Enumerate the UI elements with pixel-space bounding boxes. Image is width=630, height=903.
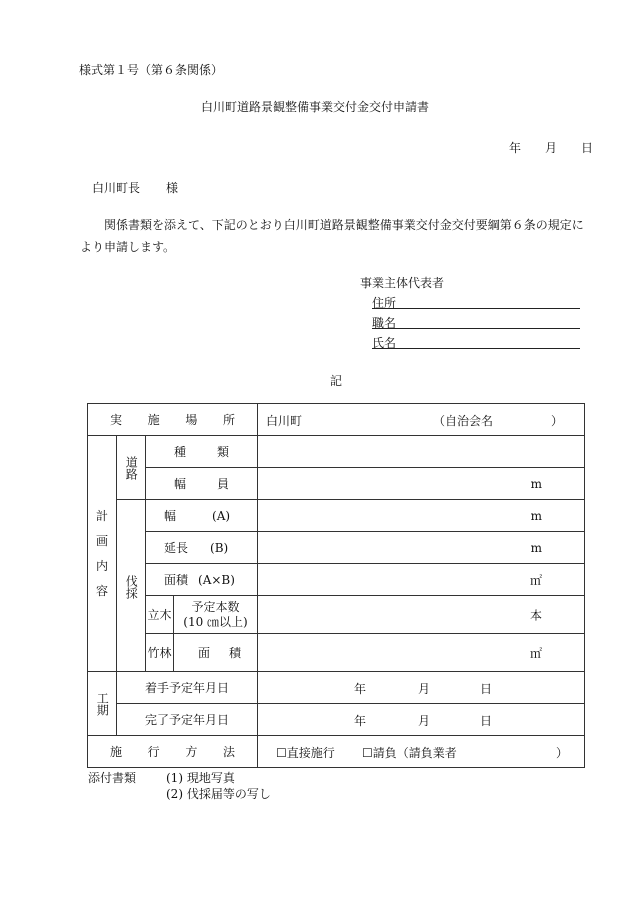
location-row xyxy=(88,404,585,436)
logging-width-label: 幅 (A) xyxy=(146,500,258,532)
construction-method-label: 施 行 方 法 xyxy=(88,736,258,768)
logging-area-value[interactable] xyxy=(258,564,585,596)
start-date-label: 着手予定年月日 xyxy=(117,672,258,704)
body-text-line-2: より申請します。 xyxy=(80,240,176,254)
logging-area-label: 面積 (A×B) xyxy=(146,564,258,596)
bamboo-area-label: 面 積 xyxy=(174,634,258,672)
start-date-value[interactable]: 年 月 日 xyxy=(258,672,585,704)
name-label: 氏名 xyxy=(372,336,397,350)
contract-checkbox[interactable]: ☐請負（請負業者 xyxy=(362,746,457,760)
date-year: 年 xyxy=(509,141,522,155)
plan-contents-label: 計 画 内 容 xyxy=(88,436,117,672)
standing-trees-label: 立木 xyxy=(146,596,174,634)
address-field-line xyxy=(372,294,580,309)
logging-group-label: 伐採 xyxy=(117,500,146,672)
road-width-unit: m xyxy=(530,476,542,491)
logging-width-unit: m xyxy=(530,508,542,523)
logging-area-unit: ㎡ xyxy=(529,573,542,587)
bamboo-area-unit: ㎡ xyxy=(529,646,542,660)
date-month: 月 xyxy=(545,141,558,155)
date-day: 日 xyxy=(581,141,594,155)
location-value[interactable] xyxy=(258,404,585,436)
road-group-label: 道路 xyxy=(117,436,146,500)
construction-period-label: 工期 xyxy=(88,672,117,736)
bamboo-forest-label: 竹林 xyxy=(146,634,174,672)
logging-length-value[interactable] xyxy=(258,532,585,564)
applicant-heading: 事業主体代表者 xyxy=(360,276,445,290)
bamboo-area-value[interactable] xyxy=(258,634,585,672)
document-title: 白川町道路景観整備事業交付金交付申請書 xyxy=(200,100,429,114)
logging-length-label: 延長 (B) xyxy=(146,532,258,564)
attachment-item: (1) 現地写真 xyxy=(166,771,235,785)
road-type-value[interactable] xyxy=(258,436,585,468)
construction-method-value: ☐直接施行 ☐請負（請負業者 ） xyxy=(258,736,585,768)
ki-heading: 記 xyxy=(330,374,343,388)
end-date-value[interactable]: 年 月 日 xyxy=(258,704,585,736)
form-number: 様式第１号（第６条関係） xyxy=(79,63,224,77)
attachments-label: 添付書類 xyxy=(88,771,137,785)
body-text-line-1: 関係書類を添えて、下記のとおり白川町道路景観整備事業交付金交付要綱第６条の規定に xyxy=(104,218,584,232)
position-label: 職名 xyxy=(372,316,397,330)
location-town: 白川町 xyxy=(266,414,303,428)
planned-count-value[interactable] xyxy=(258,596,585,634)
direct-execution-checkbox[interactable]: ☐直接施行 xyxy=(276,746,335,760)
location-label: 実 施 場 所 xyxy=(88,404,258,436)
name-field-line xyxy=(372,334,580,349)
planned-count-label: 予定本数 (10 ㎝以上) xyxy=(174,596,258,634)
road-width-label: 幅 員 xyxy=(146,468,258,500)
logging-length-unit: m xyxy=(530,540,542,555)
planned-count-unit: 本 xyxy=(529,608,542,622)
logging-width-value[interactable] xyxy=(258,500,585,532)
position-field-line xyxy=(372,314,580,329)
attachment-item: (2) 伐採届等の写し xyxy=(166,787,271,801)
end-date-label: 完了予定年月日 xyxy=(117,704,258,736)
association-name-open: （自治会名 xyxy=(433,414,494,428)
road-type-label: 種 類 xyxy=(146,436,258,468)
addressee: 白川町長 xyxy=(92,181,141,195)
addressee-honorific: 様 xyxy=(166,181,179,195)
address-label: 住所 xyxy=(372,296,397,310)
association-name-close: ） xyxy=(551,414,564,428)
application-table xyxy=(87,403,585,768)
road-width-value[interactable] xyxy=(258,468,585,500)
